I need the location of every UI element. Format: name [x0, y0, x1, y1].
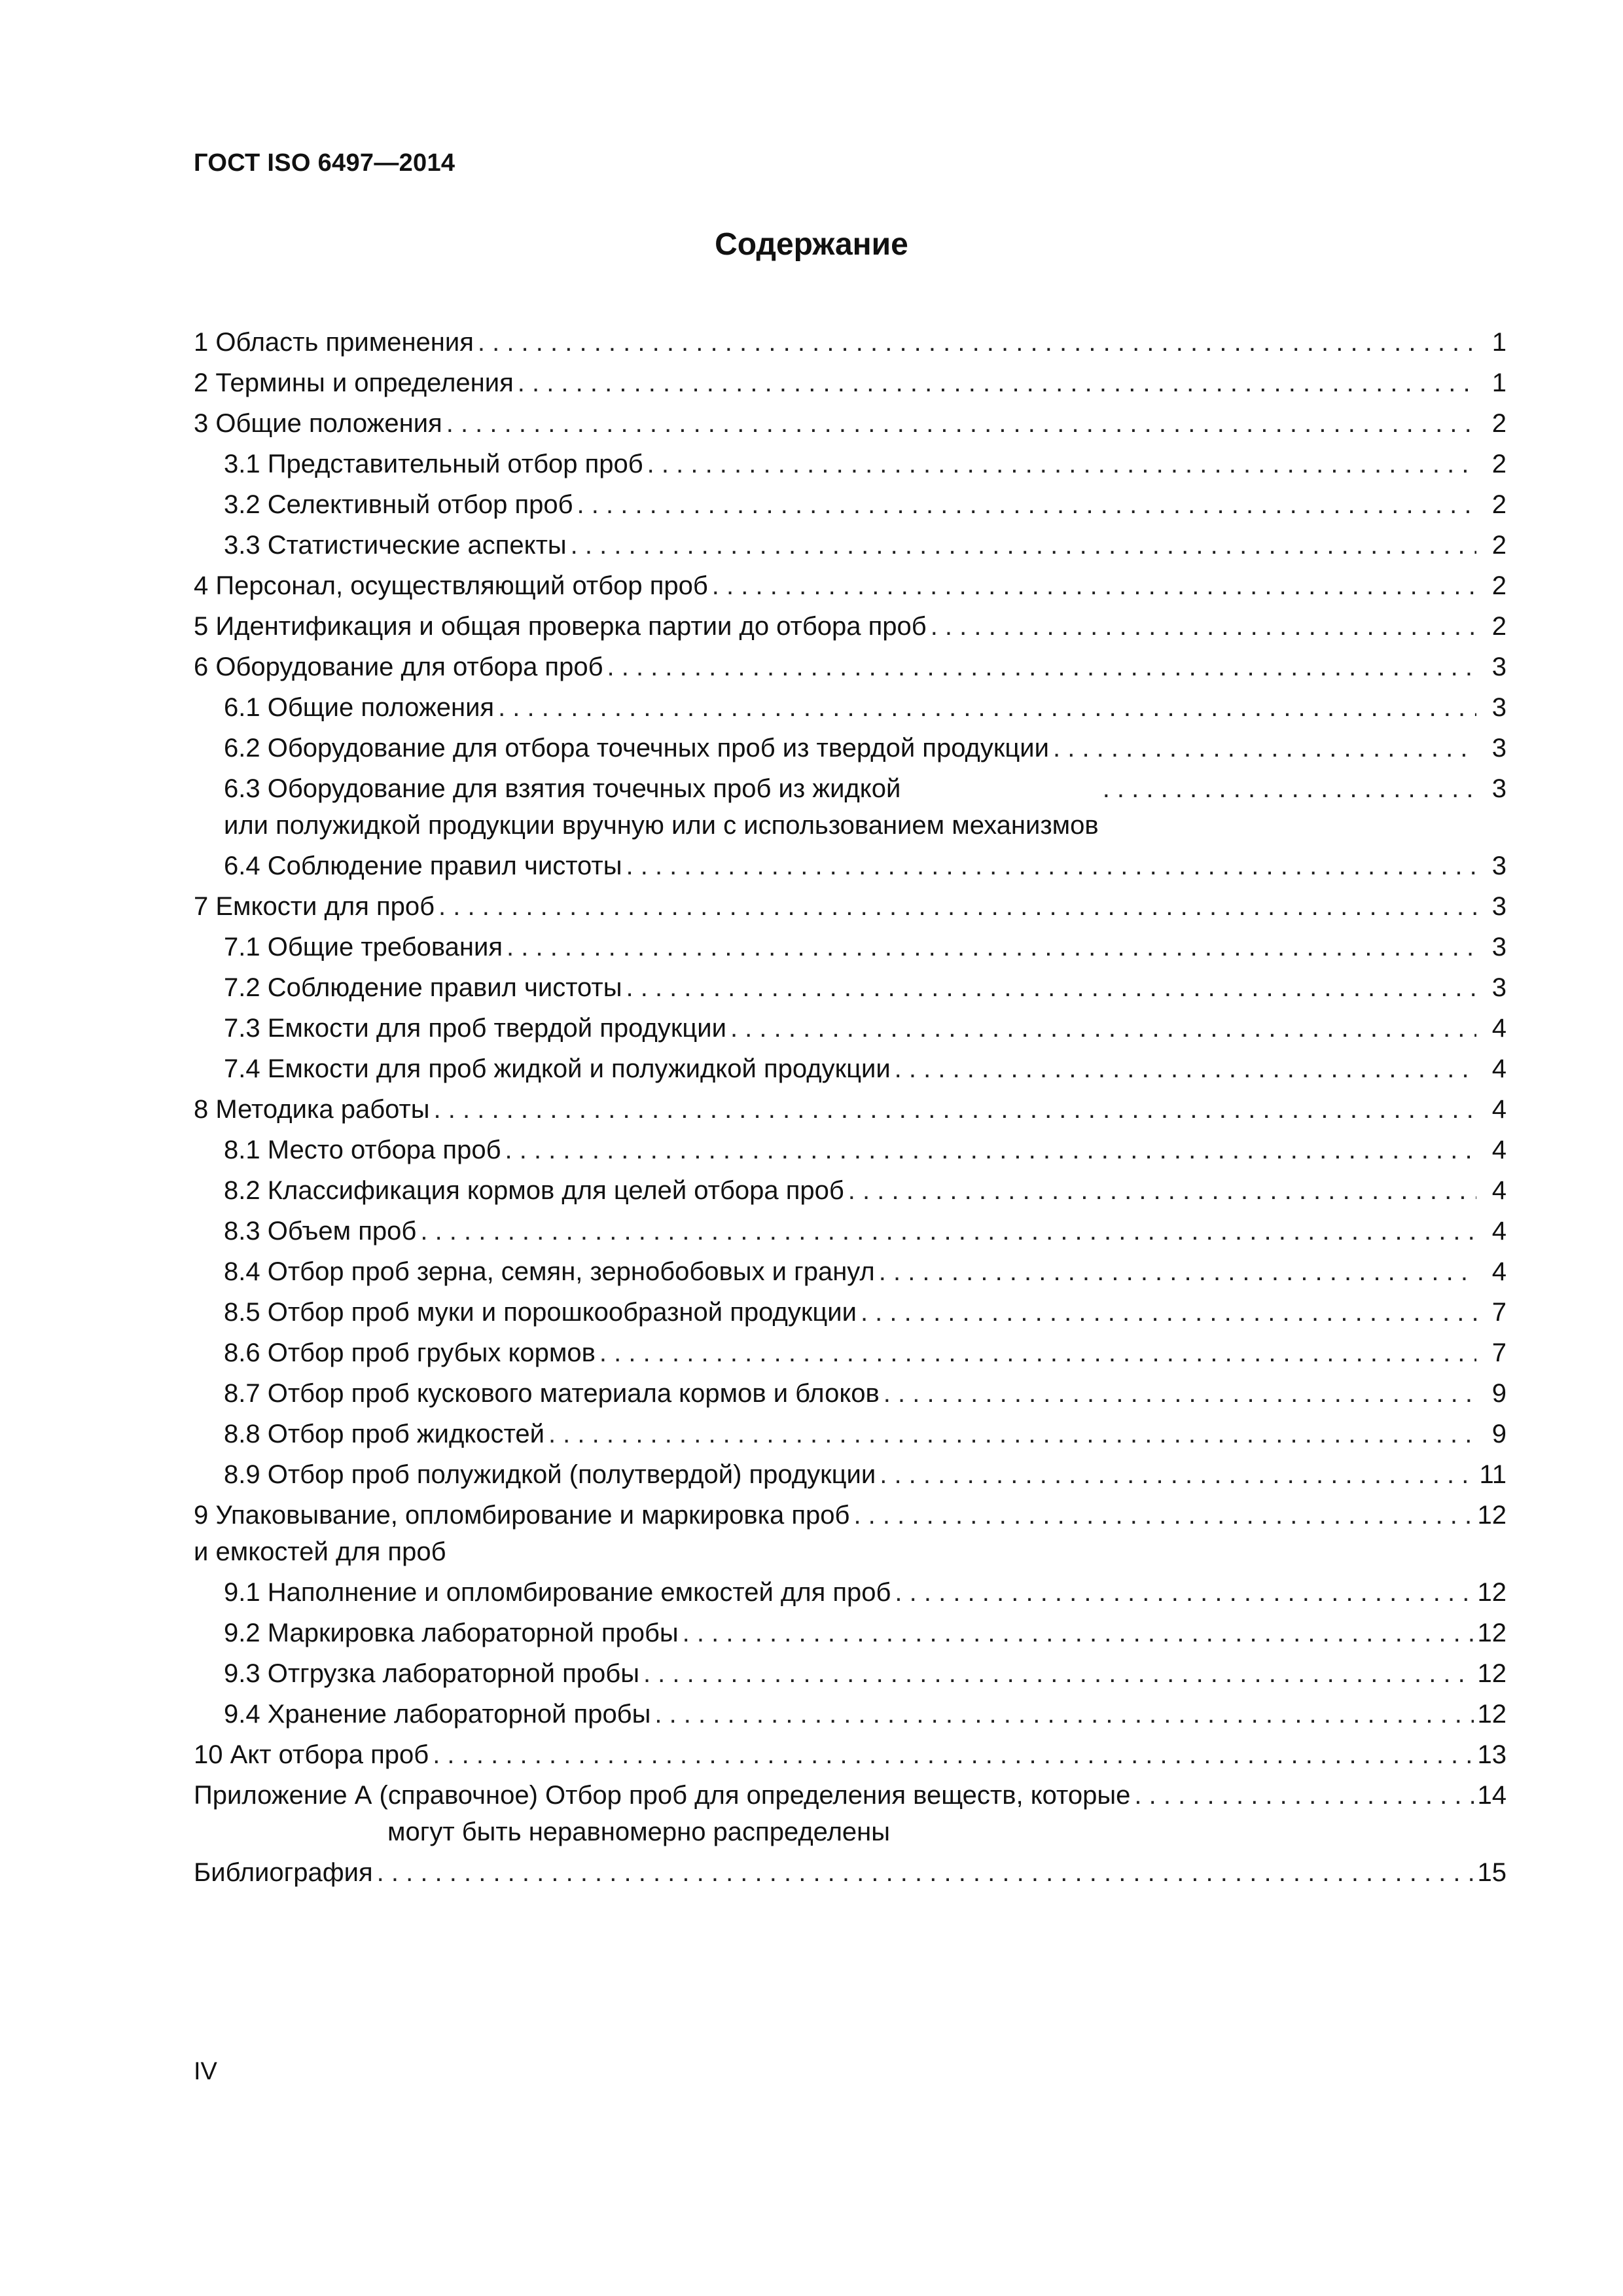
toc-page-number: 4: [1491, 1136, 1507, 1164]
dot-leader: [507, 927, 1476, 967]
toc-entry-title: 9.2 Маркировка лабораторной пробы: [224, 1619, 679, 1647]
dot-leader: [599, 1333, 1476, 1373]
toc-page-number: 1: [1491, 368, 1507, 397]
toc-entry-title: 8.2 Классификация кормов для целей отбора проб: [224, 1176, 844, 1205]
toc-entry[interactable]: [194, 363, 1507, 403]
toc-page-number: 1: [1491, 328, 1507, 357]
toc-entry[interactable]: [194, 967, 1507, 1008]
dot-leader: [626, 846, 1477, 886]
toc-page-number: 2: [1491, 490, 1507, 519]
dot-leader: [895, 1049, 1476, 1089]
toc-entry[interactable]: [194, 1292, 1507, 1333]
dot-leader: [626, 967, 1477, 1008]
dot-leader: [478, 322, 1476, 363]
toc-page-number: 12: [1477, 1619, 1507, 1647]
toc-entry[interactable]: [194, 484, 1507, 525]
toc-entry-title: 8.3 Объем проб: [224, 1217, 417, 1246]
toc-entry-title-line: 6.3 Оборудование для взятия точечных проб из жидкой: [224, 774, 901, 803]
toc-entry[interactable]: [194, 1572, 1507, 1613]
toc-entry-title-line: могут быть неравномерно распределены: [387, 1818, 891, 1846]
toc-entry[interactable]: [194, 606, 1507, 647]
toc-page-number: 7: [1491, 1338, 1507, 1367]
toc-entry-title: 7.4 Емкости для проб жидкой и полужидкой продукции: [224, 1054, 891, 1083]
dot-leader: [880, 1454, 1475, 1495]
toc-entry-title: 7.1 Общие требования: [224, 933, 503, 961]
toc-page-number: 9: [1491, 1420, 1507, 1448]
toc-entry-title: 8.4 Отбор проб зерна, семян, зернобобовых и гранул: [224, 1257, 875, 1286]
toc-entry[interactable]: [194, 1495, 1507, 1572]
toc-entry-title: 6.4 Соблюдение правил чистоты: [224, 852, 622, 880]
toc-page-number: 14: [1477, 1781, 1507, 1810]
dot-leader: [883, 1373, 1476, 1414]
toc-entry[interactable]: [194, 1694, 1507, 1734]
dot-leader: [446, 403, 1476, 444]
toc-entry-title: 1 Область применения: [194, 328, 474, 357]
toc-entry[interactable]: [194, 1130, 1507, 1170]
toc-entry-title: 3 Общие положения: [194, 409, 442, 438]
toc-entry[interactable]: [194, 1613, 1507, 1653]
dot-leader: [647, 444, 1476, 484]
dot-leader: [643, 1653, 1474, 1694]
toc-entry[interactable]: [194, 1251, 1507, 1292]
toc-page-number: 2: [1491, 571, 1507, 600]
dot-leader: [848, 1170, 1476, 1211]
dot-leader: [853, 1495, 1473, 1535]
toc-page-number: 4: [1491, 1054, 1507, 1083]
toc-page-number: 9: [1491, 1379, 1507, 1408]
toc-entry-title: 6 Оборудование для отбора проб: [194, 653, 603, 681]
toc-page-number: 4: [1491, 1257, 1507, 1286]
toc-title: Содержание: [715, 227, 908, 262]
dot-leader: [931, 606, 1476, 647]
dot-leader: [377, 1852, 1474, 1893]
dot-leader: [861, 1292, 1476, 1333]
toc-entry[interactable]: [194, 1170, 1507, 1211]
dot-leader: [438, 886, 1476, 927]
toc-entry[interactable]: [194, 1211, 1507, 1251]
document-code: ГОСТ ISO 6497—2014: [194, 149, 455, 177]
toc-entry-title-line: Приложение А (справочное) Отбор проб для определения веществ, которые: [194, 1781, 1131, 1810]
toc-page-number: 3: [1491, 933, 1507, 961]
dot-leader: [1134, 1775, 1473, 1816]
toc-entry[interactable]: [194, 687, 1507, 728]
toc-entry-title: 9.1 Наполнение и опломбирование емкостей для проб: [224, 1578, 891, 1607]
toc-page-number: 4: [1491, 1095, 1507, 1124]
toc-entry-title: 9.4 Хранение лабораторной пробы: [224, 1700, 651, 1729]
toc-entry-title: [194, 1499, 849, 1572]
toc-entry-title: 6.2 Оборудование для отбора точечных проб из твердой продукции: [224, 734, 1049, 762]
toc-page-number: 13: [1477, 1740, 1507, 1769]
toc-entry[interactable]: [194, 1734, 1507, 1775]
dot-leader: [548, 1414, 1476, 1454]
toc-entry[interactable]: [194, 444, 1507, 484]
toc-page-number: 3: [1491, 653, 1507, 681]
toc-entry-title: 3.3 Статистические аспекты: [224, 531, 567, 560]
toc-entry-title: 2 Термины и определения: [194, 368, 514, 397]
toc-entry[interactable]: [194, 1653, 1507, 1694]
toc-page-number: 12: [1477, 1578, 1507, 1607]
toc-page-number: 3: [1491, 774, 1507, 803]
toc-entry-title: 8 Методика работы: [194, 1095, 430, 1124]
dot-leader: [498, 687, 1476, 728]
toc-entry-title: [224, 772, 1099, 846]
toc-entry-title: 4 Персонал, осуществляющий отбор проб: [194, 571, 708, 600]
dot-leader: [683, 1613, 1474, 1653]
dot-leader: [654, 1694, 1473, 1734]
toc-entry[interactable]: [194, 1008, 1507, 1049]
toc-entry-title: Библиография: [194, 1858, 373, 1887]
toc-entry-title: 8.9 Отбор проб полужидкой (полутвердой) продукции: [224, 1460, 876, 1489]
toc-page-number: 12: [1477, 1659, 1507, 1688]
toc-entry[interactable]: [194, 1049, 1507, 1089]
toc-entry-title: [194, 1779, 1130, 1852]
toc-page-number: 3: [1491, 852, 1507, 880]
toc-page-number: 3: [1491, 892, 1507, 921]
toc-entry-title: 8.5 Отбор проб муки и порошкообразной продукции: [224, 1298, 857, 1327]
toc-entry-title: 10 Акт отбора проб: [194, 1740, 429, 1769]
toc-entry-title: 5 Идентификация и общая проверка партии до отбора проб: [194, 612, 927, 641]
dot-leader: [420, 1211, 1476, 1251]
toc-entry[interactable]: [194, 1775, 1507, 1852]
toc-entry[interactable]: [194, 647, 1507, 687]
toc-entry[interactable]: [194, 846, 1507, 886]
toc-entry[interactable]: [194, 927, 1507, 967]
toc-entry-title: 8.1 Место отбора проб: [224, 1136, 501, 1164]
toc-entry-title: 8.8 Отбор проб жидкостей: [224, 1420, 544, 1448]
toc-page-number: 2: [1491, 531, 1507, 560]
toc-entry[interactable]: [194, 886, 1507, 927]
toc-entry[interactable]: [194, 768, 1507, 846]
dot-leader: [434, 1089, 1476, 1130]
toc-entry[interactable]: [194, 1089, 1507, 1130]
toc-page-number: 4: [1491, 1217, 1507, 1246]
toc-entry[interactable]: [194, 322, 1507, 363]
toc-page-number: 15: [1477, 1858, 1507, 1887]
dot-leader: [879, 1251, 1476, 1292]
toc-entry[interactable]: [194, 565, 1507, 606]
dot-leader: [518, 363, 1476, 403]
toc-entry[interactable]: [194, 525, 1507, 565]
toc-entry[interactable]: [194, 1414, 1507, 1454]
toc-page-number: 2: [1491, 612, 1507, 641]
toc-entry-title: 3.1 Представительный отбор проб: [224, 450, 643, 478]
toc-page-number: 3: [1491, 734, 1507, 762]
toc-entry[interactable]: [194, 1454, 1507, 1495]
table-of-contents: [194, 322, 1507, 1893]
toc-entry-title-line: и емкостей для проб: [194, 1537, 446, 1566]
toc-page-number: 11: [1479, 1460, 1507, 1489]
toc-entry[interactable]: [194, 1852, 1507, 1893]
toc-entry-title: 7.2 Соблюдение правил чистоты: [224, 973, 622, 1002]
toc-entry-title: 7.3 Емкости для проб твердой продукции: [224, 1014, 726, 1043]
dot-leader: [433, 1734, 1473, 1775]
page-folio: IV: [194, 2058, 217, 2085]
toc-page-number: 3: [1491, 973, 1507, 1002]
toc-entry[interactable]: [194, 1373, 1507, 1414]
toc-entry-title: 7 Емкости для проб: [194, 892, 435, 921]
dot-leader: [1103, 768, 1476, 809]
toc-entry[interactable]: [194, 403, 1507, 444]
toc-page-number: 4: [1491, 1014, 1507, 1043]
toc-entry[interactable]: [194, 1333, 1507, 1373]
toc-page-number: 2: [1491, 409, 1507, 438]
dot-leader: [895, 1572, 1473, 1613]
dot-leader: [607, 647, 1477, 687]
toc-entry-title: 8.6 Отбор проб грубых кормов: [224, 1338, 596, 1367]
toc-entry[interactable]: [194, 728, 1507, 768]
toc-entry-title: 6.1 Общие положения: [224, 693, 495, 722]
dot-leader: [505, 1130, 1476, 1170]
dot-leader: [730, 1008, 1476, 1049]
toc-page-number: 2: [1491, 450, 1507, 478]
toc-page-number: 4: [1491, 1176, 1507, 1205]
toc-entry-title-line: или полужидкой продукции вручную или с использованием механизмов: [224, 811, 1099, 840]
toc-page-number: 12: [1477, 1501, 1507, 1530]
toc-page-number: 12: [1477, 1700, 1507, 1729]
toc-page-number: 7: [1491, 1298, 1507, 1327]
toc-entry-title: 9.3 Отгрузка лабораторной пробы: [224, 1659, 639, 1688]
toc-entry-title-line: 9 Упаковывание, опломбирование и маркировка проб: [194, 1501, 850, 1530]
dot-leader: [712, 565, 1476, 606]
dot-leader: [577, 484, 1476, 525]
dot-leader: [1053, 728, 1476, 768]
toc-entry-title: 8.7 Отбор проб кускового материала кормов и блоков: [224, 1379, 880, 1408]
toc-page-number: 3: [1491, 693, 1507, 722]
dot-leader: [571, 525, 1476, 565]
toc-entry-title: 3.2 Селективный отбор проб: [224, 490, 573, 519]
